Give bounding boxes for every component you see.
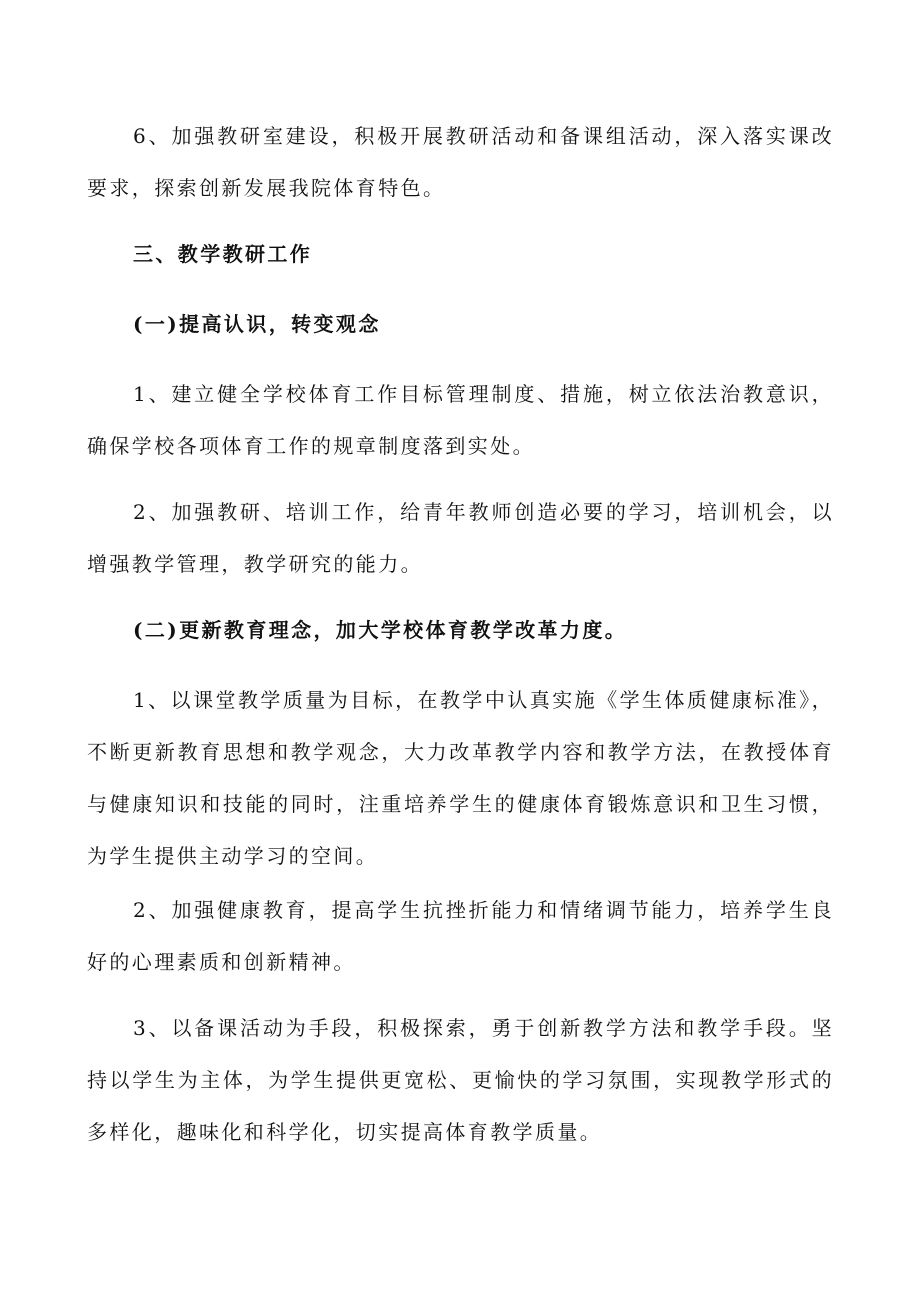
paragraph-item-2-training-work: 2、加强教研、培训工作，给青年教师创造必要的学习，培训机会，以增强教学管理，教学研究的能力。 — [87, 500, 834, 576]
paragraph-item-6-teaching-research-office: 6、加强教研室建设，积极开展教研活动和备课组活动，深入落实课改要求，探索创新发展我院体育特色。 — [87, 124, 834, 200]
paragraph-item-3-lesson-preparation: 3、以备课活动为手段，积极探索，勇于创新教学方法和教学手段。坚持以学生为主体，为学生提供更宽松、更愉快的学习氛围，实现教学形式的多样化，趣味化和科学化，切实提高体育教学质量。 — [87, 1016, 834, 1144]
subsection-heading-update-education-concept: (二)更新教育理念，加大学校体育教学改革力度。 — [133, 618, 628, 642]
subsection-heading-raise-awareness: (一)提高认识，转变观念 — [133, 312, 381, 336]
paragraph-item-2-health-education: 2、加强健康教育，提高学生抗挫折能力和情绪调节能力，培养学生良好的心理素质和创新精神。 — [87, 898, 834, 974]
paragraph-item-1-management-system: 1、建立健全学校体育工作目标管理制度、措施，树立依法治教意识，确保学校各项体育工作的规章制度落到实处。 — [87, 382, 834, 458]
paragraph-item-1-classroom-quality: 1、以课堂教学质量为目标，在教学中认真实施《学生体质健康标准》，不断更新教育思想和教学观念，大力改革教学内容和教学方法，在教授体育与健康知识和技能的同时，注重培养学生的健康体育锻炼意识和卫生习惯，为学生提供主动学习的空间。 — [87, 688, 834, 868]
section-heading-teaching-research-work: 三、教学教研工作 — [133, 242, 313, 266]
